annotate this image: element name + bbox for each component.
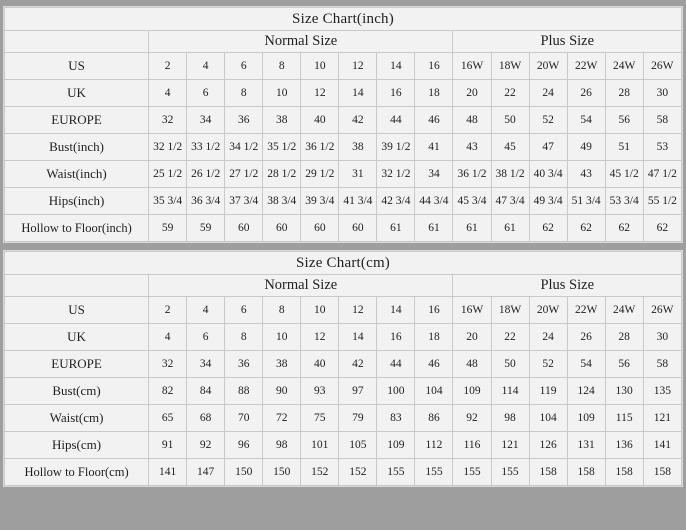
row-label-hollow-to-floor: Hollow to Floor(inch) bbox=[5, 215, 149, 242]
row-label-hips: Hips(cm) bbox=[5, 432, 149, 459]
cell: 16 bbox=[415, 53, 453, 80]
cell: 155 bbox=[415, 459, 453, 486]
table-row bbox=[5, 53, 682, 80]
cell: 90 bbox=[263, 378, 301, 405]
row-label-bust: Bust(cm) bbox=[5, 378, 149, 405]
row-label-bust: Bust(inch) bbox=[5, 134, 149, 161]
cell: 60 bbox=[263, 215, 301, 242]
cell: 150 bbox=[263, 459, 301, 486]
cell: 56 bbox=[605, 351, 643, 378]
size-table-cm bbox=[4, 251, 682, 486]
row-label-waist: Waist(cm) bbox=[5, 405, 149, 432]
cell: 20W bbox=[529, 53, 567, 80]
cell: 50 bbox=[491, 107, 529, 134]
group-header-plus: Plus Size bbox=[453, 31, 682, 53]
cell: 36 1/2 bbox=[453, 161, 491, 188]
cell: 48 bbox=[453, 107, 491, 134]
cell: 43 bbox=[567, 161, 605, 188]
cell: 88 bbox=[225, 378, 263, 405]
cell: 141 bbox=[149, 459, 187, 486]
cell: 40 3/4 bbox=[529, 161, 567, 188]
cell: 61 bbox=[453, 215, 491, 242]
cell: 10 bbox=[263, 80, 301, 107]
cell: 6 bbox=[187, 80, 225, 107]
cell: 119 bbox=[529, 378, 567, 405]
table-row bbox=[5, 161, 682, 188]
chart-title: Size Chart(inch) bbox=[5, 8, 682, 31]
cell: 38 1/2 bbox=[491, 161, 529, 188]
row-label-us: US bbox=[5, 53, 149, 80]
row-label-hips: Hips(inch) bbox=[5, 188, 149, 215]
cell: 24W bbox=[605, 53, 643, 80]
cell: 24W bbox=[605, 297, 643, 324]
cell: 44 3/4 bbox=[415, 188, 453, 215]
table-group-row bbox=[5, 275, 682, 297]
row-label-us: US bbox=[5, 297, 149, 324]
cell: 100 bbox=[377, 378, 415, 405]
cell: 152 bbox=[301, 459, 339, 486]
cell: 14 bbox=[339, 80, 377, 107]
group-header-plus: Plus Size bbox=[453, 275, 682, 297]
cell: 46 bbox=[415, 107, 453, 134]
cell: 22W bbox=[567, 53, 605, 80]
cell: 158 bbox=[529, 459, 567, 486]
table-row bbox=[5, 134, 682, 161]
table-group-row bbox=[5, 31, 682, 53]
cell: 18 bbox=[415, 80, 453, 107]
cell: 42 bbox=[339, 107, 377, 134]
cell: 12 bbox=[339, 53, 377, 80]
corner-cell bbox=[5, 275, 149, 297]
cell: 16W bbox=[453, 53, 491, 80]
cell: 14 bbox=[377, 53, 415, 80]
cell: 158 bbox=[567, 459, 605, 486]
group-header-normal: Normal Size bbox=[149, 31, 453, 53]
cell: 104 bbox=[529, 405, 567, 432]
cell: 18W bbox=[491, 53, 529, 80]
cell: 20W bbox=[529, 297, 567, 324]
table-row bbox=[5, 432, 682, 459]
cell: 26 bbox=[567, 80, 605, 107]
cell: 26W bbox=[643, 53, 681, 80]
cell: 37 3/4 bbox=[225, 188, 263, 215]
cell: 26W bbox=[643, 297, 681, 324]
cell: 16 bbox=[377, 80, 415, 107]
cell: 130 bbox=[605, 378, 643, 405]
cell: 38 bbox=[339, 134, 377, 161]
cell: 59 bbox=[149, 215, 187, 242]
row-label-uk: UK bbox=[5, 80, 149, 107]
cell: 20 bbox=[453, 324, 491, 351]
cell: 4 bbox=[187, 53, 225, 80]
cell: 32 bbox=[149, 107, 187, 134]
cell: 14 bbox=[339, 324, 377, 351]
cell: 109 bbox=[377, 432, 415, 459]
cell: 141 bbox=[643, 432, 681, 459]
cell: 72 bbox=[263, 405, 301, 432]
table-title-row bbox=[5, 8, 682, 31]
cell: 86 bbox=[415, 405, 453, 432]
cell: 8 bbox=[263, 53, 301, 80]
cell: 4 bbox=[149, 324, 187, 351]
row-label-europe: EUROPE bbox=[5, 107, 149, 134]
cell: 54 bbox=[567, 107, 605, 134]
cell: 121 bbox=[491, 432, 529, 459]
cell: 34 bbox=[187, 351, 225, 378]
cell: 158 bbox=[605, 459, 643, 486]
cell: 12 bbox=[339, 297, 377, 324]
cell: 31 bbox=[339, 161, 377, 188]
cell: 68 bbox=[187, 405, 225, 432]
cell: 42 bbox=[339, 351, 377, 378]
cell: 82 bbox=[149, 378, 187, 405]
cell: 91 bbox=[149, 432, 187, 459]
cell: 53 bbox=[643, 134, 681, 161]
cell: 42 3/4 bbox=[377, 188, 415, 215]
table-row bbox=[5, 405, 682, 432]
cell: 136 bbox=[605, 432, 643, 459]
cell: 35 1/2 bbox=[263, 134, 301, 161]
cell: 26 bbox=[567, 324, 605, 351]
table-row bbox=[5, 107, 682, 134]
cell: 38 3/4 bbox=[263, 188, 301, 215]
cell: 16 bbox=[377, 324, 415, 351]
cell: 98 bbox=[491, 405, 529, 432]
cell: 61 bbox=[415, 215, 453, 242]
table-row bbox=[5, 297, 682, 324]
corner-cell bbox=[5, 31, 149, 53]
cell: 62 bbox=[529, 215, 567, 242]
cell: 45 1/2 bbox=[605, 161, 643, 188]
cell: 2 bbox=[149, 53, 187, 80]
cell: 109 bbox=[567, 405, 605, 432]
cell: 6 bbox=[187, 324, 225, 351]
cell: 49 bbox=[567, 134, 605, 161]
cell: 75 bbox=[301, 405, 339, 432]
cell: 38 bbox=[263, 107, 301, 134]
cell: 58 bbox=[643, 351, 681, 378]
cell: 155 bbox=[491, 459, 529, 486]
cell: 36 3/4 bbox=[187, 188, 225, 215]
cell: 147 bbox=[187, 459, 225, 486]
cell: 41 bbox=[415, 134, 453, 161]
cell: 121 bbox=[643, 405, 681, 432]
cell: 155 bbox=[377, 459, 415, 486]
cell: 97 bbox=[339, 378, 377, 405]
cell: 36 bbox=[225, 351, 263, 378]
cell: 47 3/4 bbox=[491, 188, 529, 215]
cell: 61 bbox=[377, 215, 415, 242]
cell: 27 1/2 bbox=[225, 161, 263, 188]
group-header-normal: Normal Size bbox=[149, 275, 453, 297]
cell: 70 bbox=[225, 405, 263, 432]
cell: 18W bbox=[491, 297, 529, 324]
cell: 22 bbox=[491, 80, 529, 107]
cell: 48 bbox=[453, 351, 491, 378]
cell: 52 bbox=[529, 351, 567, 378]
cell: 36 bbox=[225, 107, 263, 134]
cell: 24 bbox=[529, 324, 567, 351]
cell: 16W bbox=[453, 297, 491, 324]
size-chart-cm bbox=[3, 250, 683, 487]
cell: 4 bbox=[187, 297, 225, 324]
cell: 114 bbox=[491, 378, 529, 405]
cell: 40 bbox=[301, 351, 339, 378]
cell: 32 1/2 bbox=[149, 134, 187, 161]
cell: 116 bbox=[453, 432, 491, 459]
cell: 28 bbox=[605, 324, 643, 351]
cell: 52 bbox=[529, 107, 567, 134]
table-row bbox=[5, 80, 682, 107]
cell: 61 bbox=[491, 215, 529, 242]
cell: 32 bbox=[149, 351, 187, 378]
cell: 40 bbox=[301, 107, 339, 134]
cell: 56 bbox=[605, 107, 643, 134]
cell: 28 1/2 bbox=[263, 161, 301, 188]
cell: 12 bbox=[301, 80, 339, 107]
cell: 10 bbox=[301, 53, 339, 80]
cell: 115 bbox=[605, 405, 643, 432]
cell: 62 bbox=[643, 215, 681, 242]
table-row bbox=[5, 351, 682, 378]
cell: 62 bbox=[567, 215, 605, 242]
cell: 8 bbox=[225, 324, 263, 351]
cell: 60 bbox=[225, 215, 263, 242]
cell: 6 bbox=[225, 53, 263, 80]
row-label-uk: UK bbox=[5, 324, 149, 351]
cell: 83 bbox=[377, 405, 415, 432]
cell: 55 1/2 bbox=[643, 188, 681, 215]
cell: 45 bbox=[491, 134, 529, 161]
cell: 44 bbox=[377, 107, 415, 134]
cell: 92 bbox=[453, 405, 491, 432]
cell: 34 bbox=[415, 161, 453, 188]
cell: 8 bbox=[225, 80, 263, 107]
cell: 105 bbox=[339, 432, 377, 459]
cell: 32 1/2 bbox=[377, 161, 415, 188]
cell: 152 bbox=[339, 459, 377, 486]
cell: 29 1/2 bbox=[301, 161, 339, 188]
cell: 92 bbox=[187, 432, 225, 459]
cell: 22W bbox=[567, 297, 605, 324]
cell: 60 bbox=[339, 215, 377, 242]
cell: 58 bbox=[643, 107, 681, 134]
cell: 109 bbox=[453, 378, 491, 405]
cell: 131 bbox=[567, 432, 605, 459]
cell: 158 bbox=[643, 459, 681, 486]
cell: 39 3/4 bbox=[301, 188, 339, 215]
cell: 22 bbox=[491, 324, 529, 351]
cell: 25 1/2 bbox=[149, 161, 187, 188]
cell: 43 bbox=[453, 134, 491, 161]
cell: 34 bbox=[187, 107, 225, 134]
cell: 44 bbox=[377, 351, 415, 378]
cell: 33 1/2 bbox=[187, 134, 225, 161]
cell: 53 3/4 bbox=[605, 188, 643, 215]
table-row bbox=[5, 378, 682, 405]
table-row bbox=[5, 459, 682, 486]
cell: 47 1/2 bbox=[643, 161, 681, 188]
cell: 155 bbox=[453, 459, 491, 486]
cell: 20 bbox=[453, 80, 491, 107]
table-row bbox=[5, 324, 682, 351]
cell: 104 bbox=[415, 378, 453, 405]
row-label-europe: EUROPE bbox=[5, 351, 149, 378]
cell: 30 bbox=[643, 80, 681, 107]
cell: 135 bbox=[643, 378, 681, 405]
cell: 41 3/4 bbox=[339, 188, 377, 215]
cell: 60 bbox=[301, 215, 339, 242]
cell: 126 bbox=[529, 432, 567, 459]
cell: 93 bbox=[301, 378, 339, 405]
cell: 30 bbox=[643, 324, 681, 351]
cell: 49 3/4 bbox=[529, 188, 567, 215]
chart-title: Size Chart(cm) bbox=[5, 252, 682, 275]
cell: 38 bbox=[263, 351, 301, 378]
cell: 51 bbox=[605, 134, 643, 161]
cell: 124 bbox=[567, 378, 605, 405]
cell: 36 1/2 bbox=[301, 134, 339, 161]
cell: 79 bbox=[339, 405, 377, 432]
cell: 46 bbox=[415, 351, 453, 378]
cell: 12 bbox=[301, 324, 339, 351]
table-row bbox=[5, 215, 682, 242]
cell: 26 1/2 bbox=[187, 161, 225, 188]
cell: 24 bbox=[529, 80, 567, 107]
size-table-inch bbox=[4, 7, 682, 242]
cell: 59 bbox=[187, 215, 225, 242]
cell: 101 bbox=[301, 432, 339, 459]
cell: 96 bbox=[225, 432, 263, 459]
cell: 2 bbox=[149, 297, 187, 324]
cell: 16 bbox=[415, 297, 453, 324]
cell: 14 bbox=[377, 297, 415, 324]
cell: 54 bbox=[567, 351, 605, 378]
cell: 10 bbox=[263, 324, 301, 351]
cell: 62 bbox=[605, 215, 643, 242]
cell: 150 bbox=[225, 459, 263, 486]
cell: 51 3/4 bbox=[567, 188, 605, 215]
cell: 4 bbox=[149, 80, 187, 107]
row-label-waist: Waist(inch) bbox=[5, 161, 149, 188]
size-chart-inch bbox=[3, 6, 683, 243]
cell: 47 bbox=[529, 134, 567, 161]
cell: 6 bbox=[225, 297, 263, 324]
cell: 65 bbox=[149, 405, 187, 432]
cell: 112 bbox=[415, 432, 453, 459]
table-title-row bbox=[5, 252, 682, 275]
cell: 50 bbox=[491, 351, 529, 378]
cell: 28 bbox=[605, 80, 643, 107]
cell: 98 bbox=[263, 432, 301, 459]
cell: 45 3/4 bbox=[453, 188, 491, 215]
cell: 18 bbox=[415, 324, 453, 351]
cell: 35 3/4 bbox=[149, 188, 187, 215]
cell: 84 bbox=[187, 378, 225, 405]
row-label-hollow-to-floor: Hollow to Floor(cm) bbox=[5, 459, 149, 486]
cell: 39 1/2 bbox=[377, 134, 415, 161]
table-row bbox=[5, 188, 682, 215]
cell: 34 1/2 bbox=[225, 134, 263, 161]
cell: 8 bbox=[263, 297, 301, 324]
cell: 10 bbox=[301, 297, 339, 324]
